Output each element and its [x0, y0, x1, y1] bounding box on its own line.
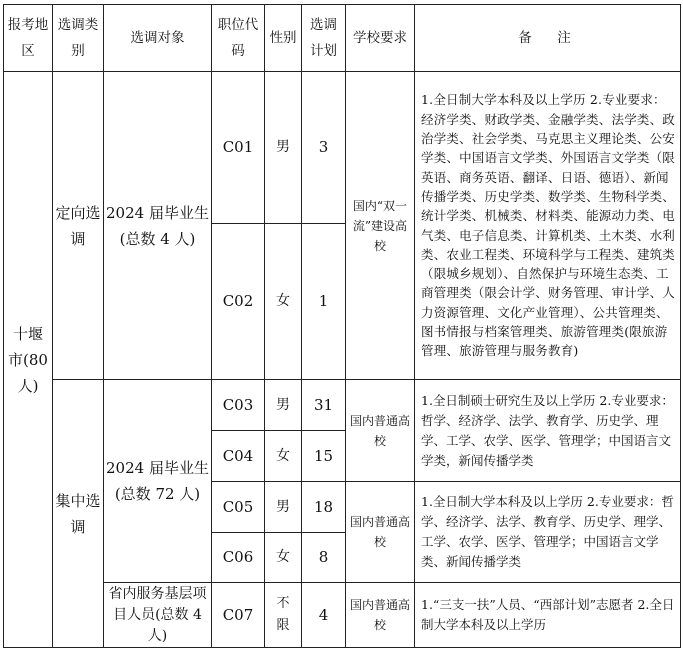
- code-cell: C05: [212, 482, 265, 533]
- table-row: [4, 380, 681, 431]
- school-general: 国内普通高校: [346, 482, 415, 583]
- recruitment-table: [3, 4, 681, 648]
- code-cell: C02: [212, 224, 265, 380]
- plan-cell: 8: [302, 533, 346, 583]
- header-remark: 备 注: [415, 5, 681, 72]
- code-cell: C06: [212, 533, 265, 583]
- header-row: [4, 5, 681, 72]
- region-cell: 十堰市(80 人): [4, 72, 53, 648]
- code-cell: C03: [212, 380, 265, 431]
- header-school: 学校要求: [346, 5, 415, 72]
- table-row: [4, 72, 681, 224]
- table-row: [4, 583, 681, 648]
- target-graduates-4: 2024 届毕业生(总数 4 人): [104, 72, 212, 380]
- gender-cell: 女: [265, 431, 302, 482]
- plan-cell: 4: [302, 583, 346, 648]
- school-general: 国内普通高校: [346, 583, 415, 648]
- gender-cell: 男: [265, 72, 302, 224]
- remark-master: 1.全日制硕士研究生及以上学历 2.专业要求：哲学、经济学、法学、教育学、历史学、理学、工学、农学、医学、管理学；中国语言文学类，新闻传播学类: [415, 380, 681, 482]
- code-cell: C01: [212, 72, 265, 224]
- plan-cell: 1: [302, 224, 346, 380]
- header-region: 报考地区: [4, 5, 53, 72]
- plan-cell: 15: [302, 431, 346, 482]
- plan-cell: 18: [302, 482, 346, 533]
- school-double-first: 国内“双一流”建设高校: [346, 72, 415, 380]
- plan-cell: 31: [302, 380, 346, 431]
- remark-grassroots: 1.“三支一扶”人员、“西部计划”志愿者 2.全日制大学本科及以上学历: [415, 583, 681, 648]
- group-directed: 定向选调: [53, 72, 104, 380]
- code-cell: C04: [212, 431, 265, 482]
- header-target: 选调对象: [104, 5, 212, 72]
- group-centralized: 集中选调: [53, 380, 104, 648]
- target-graduates-72: 2024 届毕业生(总数 72 人): [104, 380, 212, 583]
- header-code: 职位代码: [212, 5, 265, 72]
- gender-cell: 女: [265, 533, 302, 583]
- target-grassroots: 省内服务基层项目人员(总数 4 人): [104, 583, 212, 648]
- plan-cell: 3: [302, 72, 346, 224]
- remark-bachelor: 1.全日制大学本科及以上学历 2.专业要求：哲学、经济学、法学、教育学、历史学、理学、工学、农学、医学、管理学；中国语言文学类、新闻传播学类: [415, 482, 681, 583]
- header-gender: 性别: [265, 5, 302, 72]
- school-general: 国内普通高校: [346, 380, 415, 482]
- header-plan: 选调计划: [302, 5, 346, 72]
- code-cell: C07: [212, 583, 265, 648]
- gender-cell: 男: [265, 482, 302, 533]
- gender-cell: 女: [265, 224, 302, 380]
- header-type: 选调类别: [53, 5, 104, 72]
- remark-directed: 1.全日制大学本科及以上学历 2.专业要求：经济学类、财政学类、金融学类、法学类、政治学类、社会学类、马克思主义理论类、公安学类、中国语言文学类、外国语言文学类（限英语、商务英语、翻译、日语、德语）、新闻传播学类、历史学类、数学类、生物科学类、统计学类、机械类、材料类、能源动力类、电气类、电子信息类、计算机类、土木类、水利类、农业工程类、环境科学与工程类、建筑类（限城乡规划）、自然保护与环境生态类、工商管理类（限会计学、财务管理、审计学、人力资源管理、文化产业管理）、公共管理类、图书情报与档案管理类、旅游管理类(限旅游管理、旅游管理与服务教育): [415, 72, 681, 380]
- gender-cell: 不限: [265, 583, 302, 648]
- gender-cell: 男: [265, 380, 302, 431]
